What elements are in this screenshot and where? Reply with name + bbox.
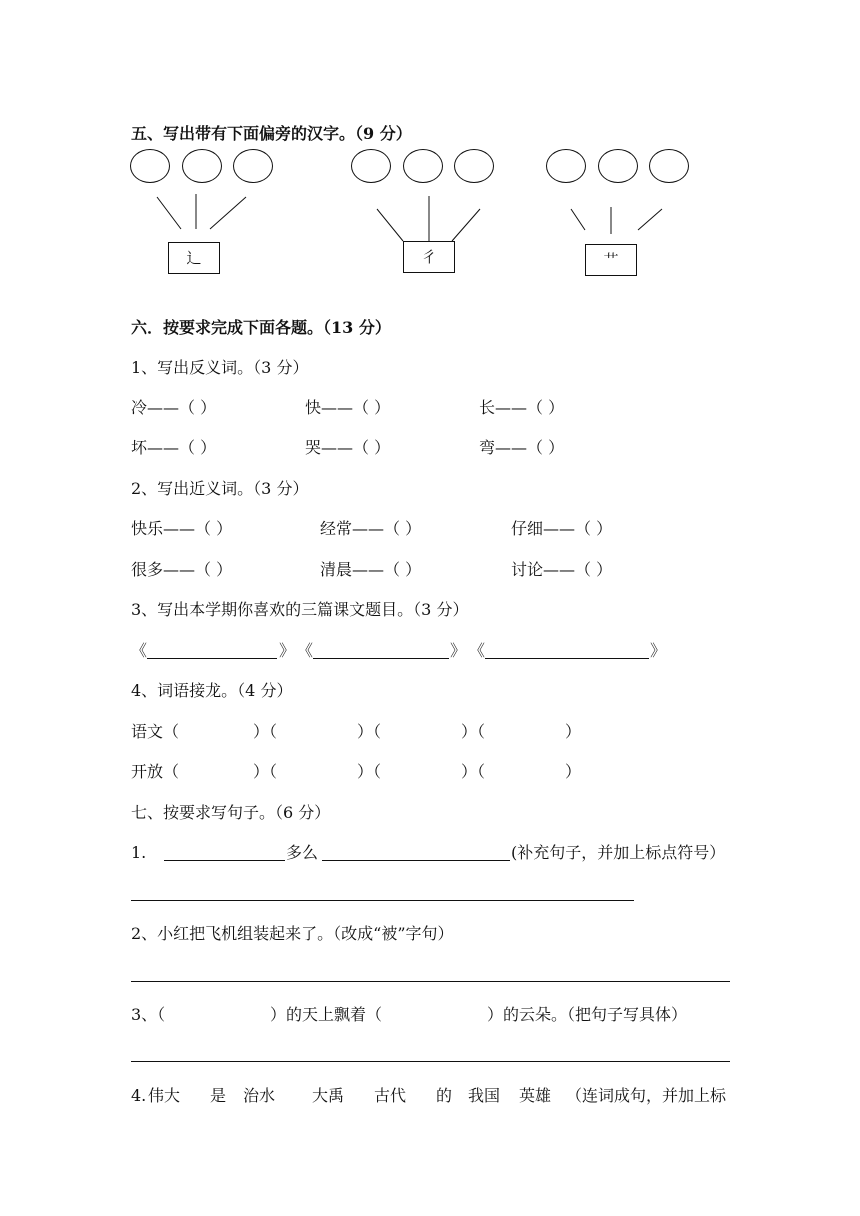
chain-bracket: ）（ — [357, 762, 382, 781]
section-5-title: 五、写出带有下面偏旁的汉字。（9 分） — [131, 124, 412, 143]
book-mark-close: 》 — [279, 641, 296, 660]
radical-box: 辶 — [168, 242, 220, 274]
s7-q3-part: ）的天上飘着（ — [270, 1005, 383, 1024]
q4-title: 4、词语接龙。（4 分） — [131, 681, 293, 700]
title-blank[interactable] — [313, 658, 449, 659]
s7-q2-text: 2、小红把飞机组装起来了。（改成“被”字句） — [131, 924, 454, 943]
s7-q1-hint: (补充句子，并加上标点符号） — [511, 843, 726, 862]
synonym-item: 讨论——（ ） — [511, 560, 613, 579]
antonym-item: 坏——（ ） — [131, 438, 217, 457]
scrambled-word: 大禹 — [312, 1086, 345, 1105]
antonym-item: 冷——（ ） — [131, 398, 217, 417]
chain-start: 开放（ — [131, 762, 180, 781]
scrambled-word: 古代 — [374, 1086, 407, 1105]
chain-start: 语文（ — [131, 722, 180, 741]
book-mark-open: 《 — [297, 641, 314, 660]
q1-title: 1、写出反义词。（3 分） — [131, 358, 309, 377]
radical-box: 艹 — [585, 244, 637, 276]
synonym-item: 仔细——（ ） — [511, 519, 613, 538]
book-mark-open: 《 — [469, 641, 486, 660]
synonym-item: 很多——（ ） — [131, 560, 233, 579]
s7-q1-word: 多么 — [286, 843, 319, 862]
chain-bracket: ）（ — [253, 762, 278, 781]
sentence-blank[interactable] — [164, 860, 285, 861]
synonym-item: 快乐——（ ） — [131, 519, 233, 538]
title-blank[interactable] — [147, 658, 277, 659]
title-blank[interactable] — [485, 658, 649, 659]
scrambled-word: 是 — [210, 1086, 227, 1105]
s7-q1-number: 1. — [131, 843, 147, 862]
chain-bracket: ）（ — [253, 722, 278, 741]
sentence-blank[interactable] — [322, 860, 510, 861]
q3-title: 3、写出本学期你喜欢的三篇课文题目。（3 分） — [131, 600, 469, 619]
chain-bracket: ）（ — [461, 722, 486, 741]
antonym-item: 哭——（ ） — [305, 438, 391, 457]
section-7-title: 七、按要求写句子。（6 分） — [131, 803, 331, 822]
answer-line[interactable] — [131, 900, 634, 901]
chain-bracket: ）（ — [357, 722, 382, 741]
section-6-title: 六．按要求完成下面各题。（13 分） — [131, 318, 391, 337]
s7-q3-part: ）的云朵。（把句子写具体） — [487, 1005, 688, 1024]
book-mark-open: 《 — [131, 641, 148, 660]
book-mark-close: 》 — [450, 641, 467, 660]
synonym-item: 经常——（ ） — [320, 519, 422, 538]
s7-q3-part: 3、（ — [131, 1005, 166, 1024]
chain-bracket: ）（ — [461, 762, 486, 781]
answer-line[interactable] — [131, 981, 730, 982]
scrambled-word: 伟大 — [148, 1086, 181, 1105]
chain-bracket: ） — [565, 722, 582, 741]
scrambled-word: 治水 — [243, 1086, 276, 1105]
s7-q4-number: 4. — [131, 1086, 147, 1105]
antonym-item: 弯——（ ） — [479, 438, 565, 457]
s7-q4-hint: （连词成句，并加上标 — [566, 1086, 727, 1105]
scrambled-word: 我国 — [468, 1086, 501, 1105]
book-mark-close: 》 — [650, 641, 667, 660]
q2-title: 2、写出近义词。（3 分） — [131, 479, 309, 498]
scrambled-word: 的 — [436, 1086, 453, 1105]
antonym-item: 快——（ ） — [305, 398, 391, 417]
antonym-item: 长——（ ） — [479, 398, 565, 417]
radical-box: 彳 — [403, 241, 455, 273]
chain-bracket: ） — [565, 762, 582, 781]
scrambled-word: 英雄 — [519, 1086, 552, 1105]
synonym-item: 清晨——（ ） — [320, 560, 422, 579]
answer-line[interactable] — [131, 1061, 730, 1062]
